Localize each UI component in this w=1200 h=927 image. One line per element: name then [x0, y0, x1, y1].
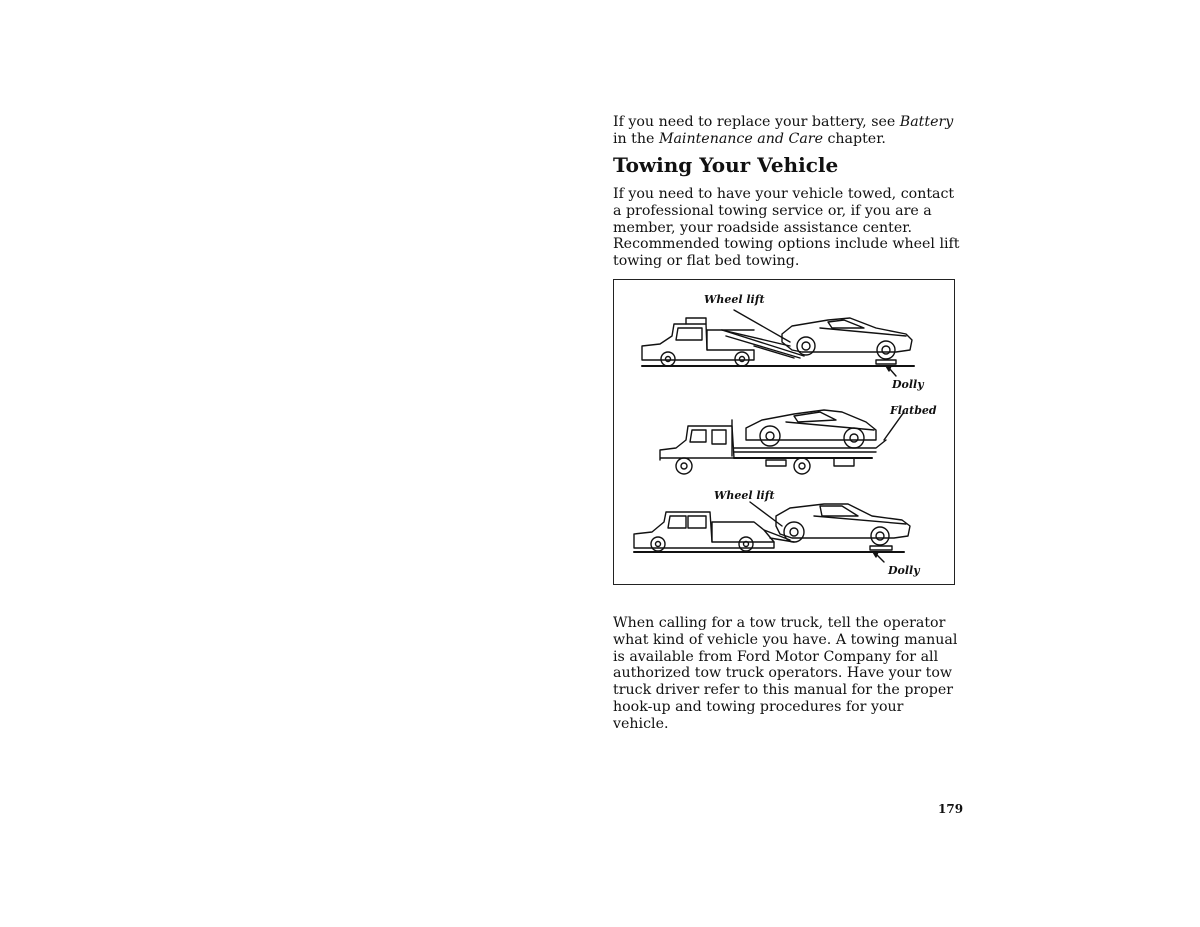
intro-text-after: chapter. [822, 130, 886, 147]
towing-intro-paragraph: If you need to have your vehicle towed, contact a professional towing service or, if you are a member, your roadside assistance center. Recommended towing options include wheel lift towing or flat bed towing. [613, 186, 960, 270]
towing-diagram [614, 280, 954, 584]
intro-text-mid: in the [613, 130, 659, 147]
battery-reference-paragraph [613, 114, 963, 148]
towed-car-bottom [776, 504, 910, 550]
wheel-lift-truck-bottom [634, 512, 904, 552]
flatbed-label: Flatbed [890, 404, 937, 417]
section-heading: Towing Your Vehicle [613, 153, 839, 177]
car-on-flatbed [746, 410, 876, 448]
wheel-lift-label-bottom: Wheel lift [714, 489, 775, 502]
tow-truck-operator-paragraph: When calling for a tow truck, tell the operator what kind of vehicle you have. A towing manual is available from Ford Motor Company for all authorized tow truck operators. Have your tow truck driver refer to this manual for the proper hook-up and towing procedures for your vehicle. [613, 615, 958, 732]
dolly-label-top: Dolly [892, 378, 924, 391]
battery-reference: Battery [899, 114, 954, 130]
dolly-label-bottom: Dolly [888, 564, 920, 577]
maintenance-chapter-reference: Maintenance and Care [658, 130, 823, 147]
towing-illustration [613, 279, 955, 585]
page-number: 179 [938, 802, 964, 816]
towed-car-top [782, 318, 912, 364]
intro-text-before: If you need to replace your battery, see [613, 114, 900, 130]
wheel-lift-label-top: Wheel lift [704, 293, 765, 306]
wheel-lift-truck-top [642, 318, 914, 366]
